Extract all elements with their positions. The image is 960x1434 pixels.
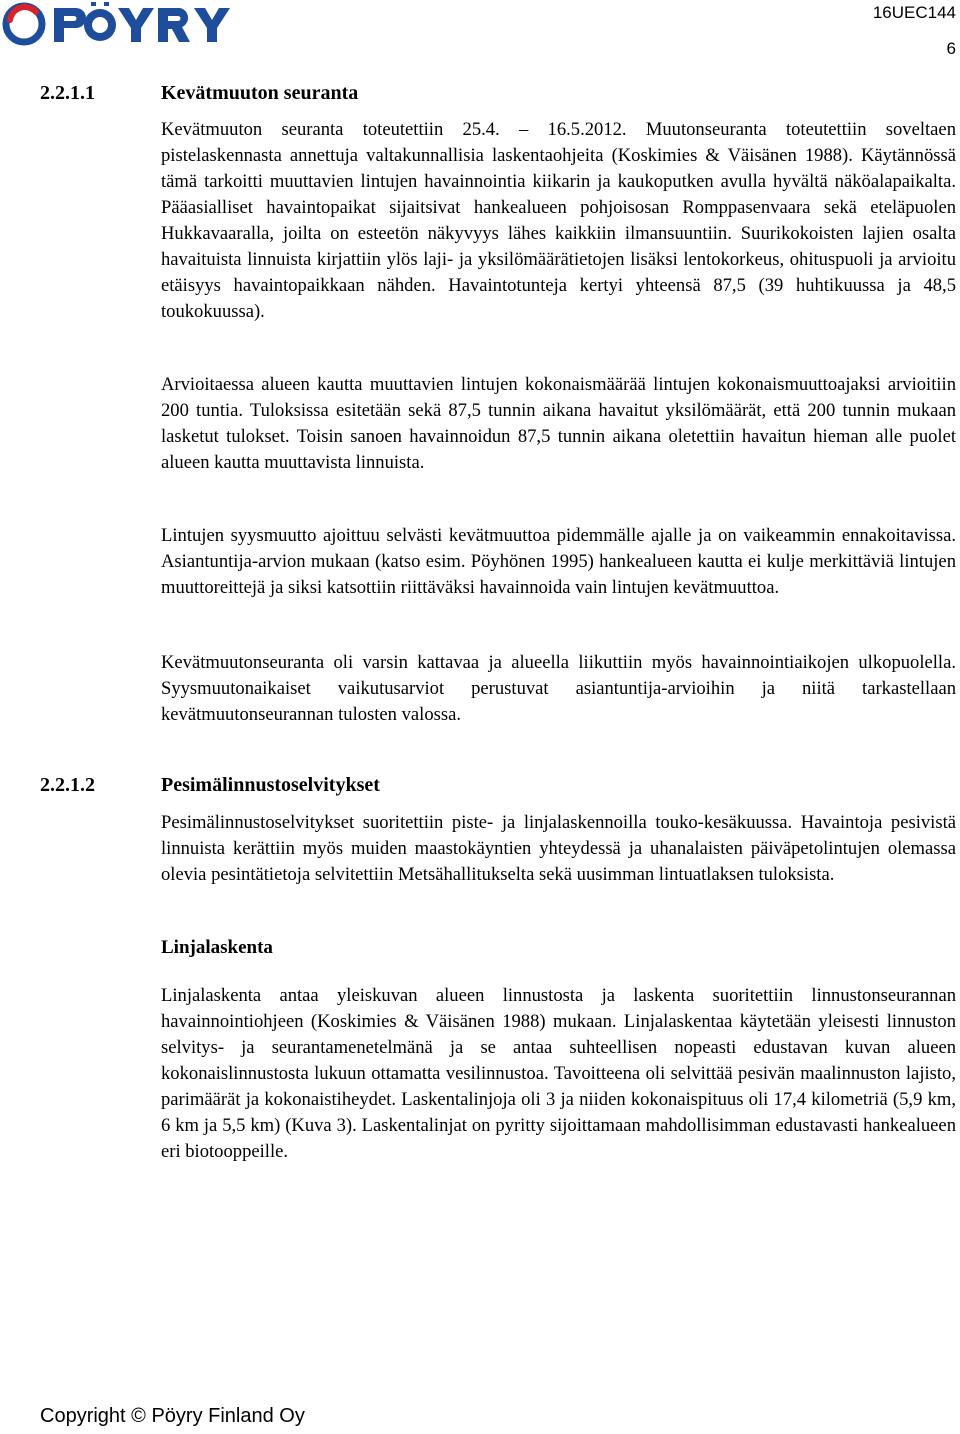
paragraph: Kevätmuutonseuranta oli varsin kattavaa ja alueella liikuttiin myös havainnointiaikojen ulkopuolella. Syysmuutonaikaiset vaikutusarviot perustuvat asiantuntija-arvioihin ja niitä tarkastellaan kevätmuutonseurannan tulosten valossa.: [161, 652, 956, 725]
section-number: 2.2.1.2: [40, 774, 95, 796]
paragraph: Lintujen syysmuutto ajoittuu selvästi kevätmuuttoa pidemmälle ajalle ja on vaikeammin ennakoitavissa. Asiantuntija-arvion mukaan (katso esim. Pöyhönen 1995) hankealueen kautta ei kulje merkittäviä lintujen muuttoreittejä ja siksi katsottiin riittäväksi havainnoida vain lintujen kevätmuuttoa.: [161, 525, 956, 598]
section-title: Kevätmuuton seuranta: [161, 82, 359, 104]
paragraph: Arvioitaessa alueen kautta muuttavien lintujen kokonaismäärää lintujen kokonaismuuttoajaksi arvioitiin 200 tuntia. Tuloksissa esitetään sekä 87,5 tunnin aikana havaitut yksilömäärät, että 200 tunnin mukaan lasketut tulokset. Toisin sanoen havainnoidun 87,5 tunnin aikana oletettiin havaitun hieman alle puolet alueen kautta muuttavista linnuista.: [161, 374, 956, 473]
copyright-footer: Copyright © Pöyry Finland Oy: [40, 1405, 305, 1427]
paragraph: Linjalaskenta antaa yleiskuvan alueen linnustosta ja laskenta suoritettiin linnustonseurannan havainnointiohjeen (Koskimies & Väisänen 1988) mukaan. Linjalaskentaa käytetään yleisesti linnuston selvitys- ja seurantamenetelmänä ja se antaa suhteellisen nopeasti edustavan kuvan alueen kokonaislinnustosta lukuun ottamatta vesilinnustoa. Tavoitteena oli selvittää pesivän maalinnuston lajisto, parimäärät ja kokonaistiheydet. Laskentalinjoja oli 3 ja niiden kokonaispituus oli 17,4 kilometriä (5,9 km, 6 km ja 5,5 km) (Kuva 3). Laskentalinjat on pyritty sijoittamaan mahdollisimman edustavasti hankealueen eri biotooppeille.: [161, 985, 956, 1162]
document-code: 16UEC144: [872, 3, 956, 22]
paragraph: Pesimälinnustoselvitykset suoritettiin piste- ja linjalaskennoilla touko-kesäkuussa. Havaintoja pesivistä linnuista kerättiin myös muiden maastokäyntien yhteydessä ja uhanalaisten päiväpetolintujen olemassa olevia pesintätietoja selvitettiin Metsähallitukselta sekä uusimman lintuatlaksen tuloksista.: [161, 812, 956, 885]
section-title: Pesimälinnustoselvitykset: [161, 774, 380, 796]
page-header: [0, 0, 960, 58]
paragraph: Kevätmuuton seuranta toteutettiin 25.4. – 16.5.2012. Muutonseuranta toteutettiin soveltaen pistelaskennasta annettuja valtakunnallisia laskentaohjeita (Koskimies & Väisänen 1988). Käytännössä tämä tarkoitti muuttavien lintujen havainnointia kiikarin ja kaukoputken avulla hyvältä näköalapaikalta. Pääasialliset havaintopaikat sijaitsivat hankealueen pohjoisosan Romppasenvaara sekä eteläpuolen Hukkavaaralla, joilta on esteetön näkyvyys lähes kaikkiin ilmansuuntiin. Suurikokoisten lajien osalta havaituista linnuista kirjattiin ylös laji- ja yksilömäärätietojen lisäksi lentokorkeus, ohituspuoli ja arvioitu etäisyys havaintopaikkaan nähden. Havaintotunteja kertyi yhteensä 87,5 (39 huhtikuussa ja 48,5 toukokuussa).: [161, 119, 956, 322]
subheading: Linjalaskenta: [161, 937, 273, 958]
poyry-logo-mark: [2, 2, 248, 46]
page-number: 6: [946, 39, 956, 58]
poyry-logo: [2, 2, 248, 46]
section-number: 2.2.1.1: [40, 82, 95, 104]
